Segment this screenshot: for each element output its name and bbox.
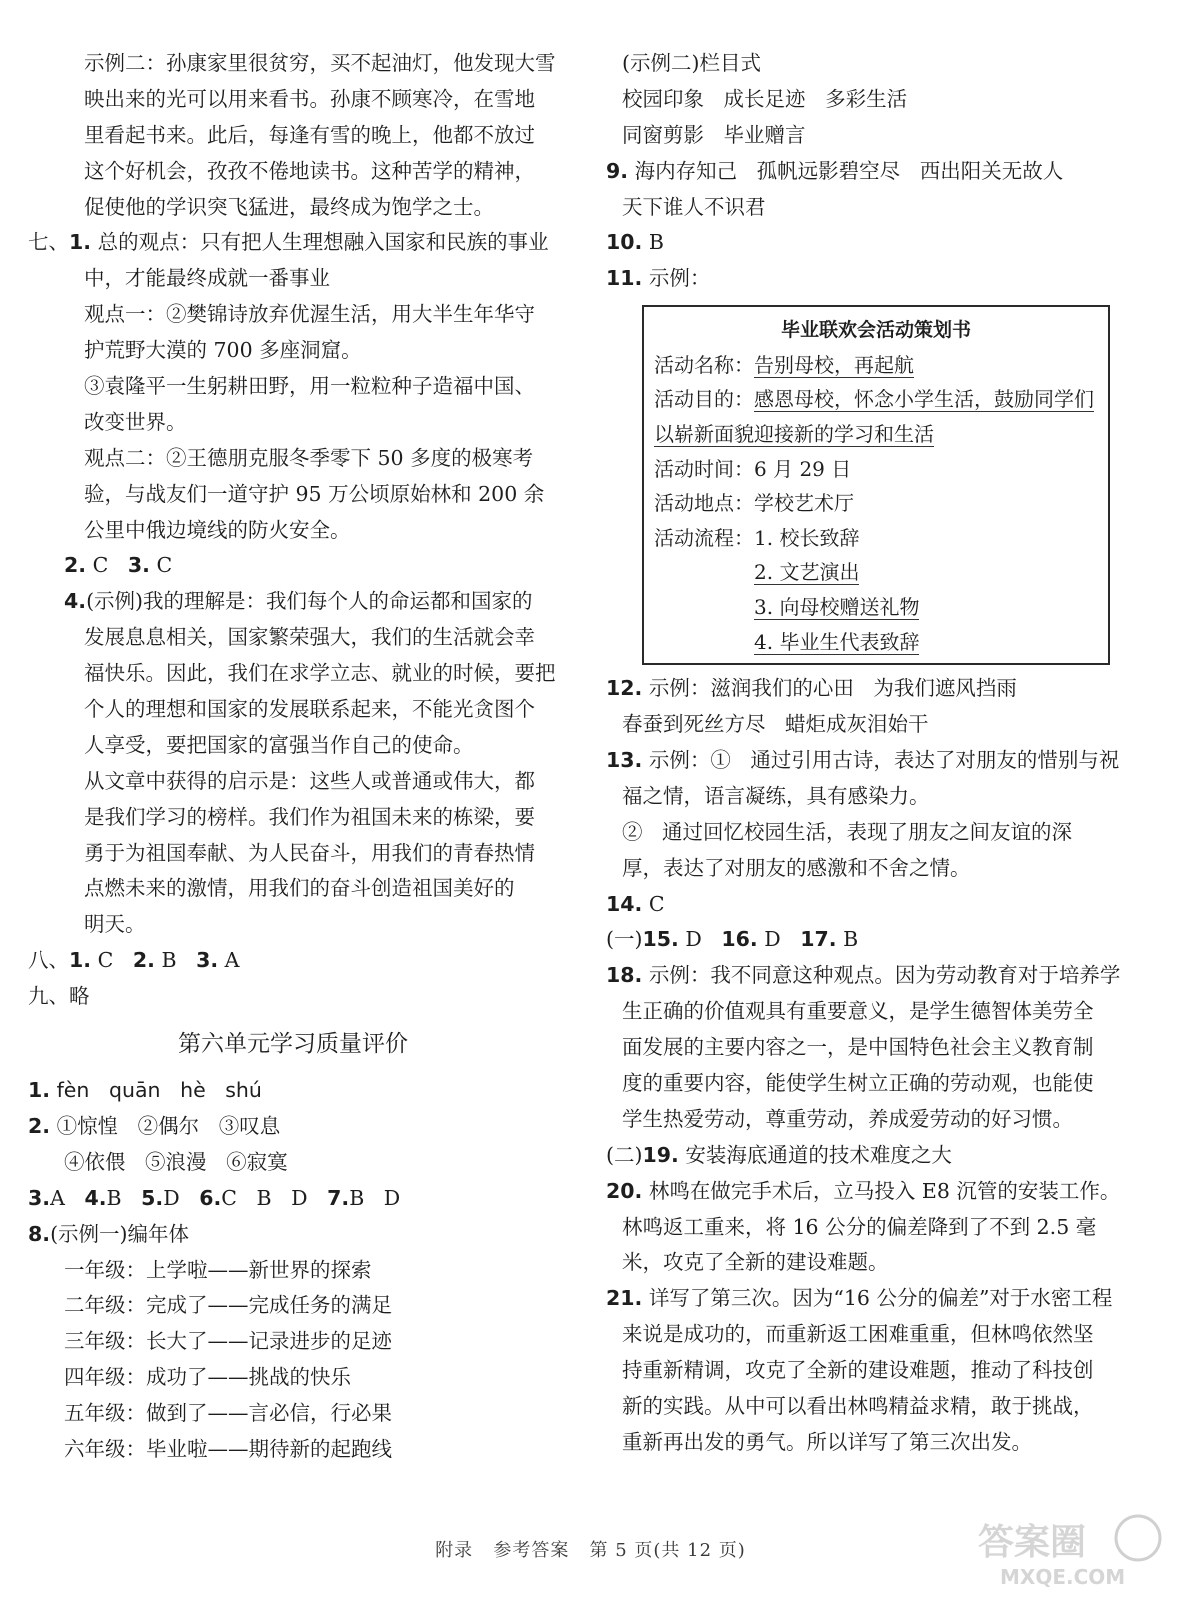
watermark-logo [970,1510,1170,1590]
answer-line: 明天。 [84,912,146,937]
answer-line: 从文章中获得的启示是：这些人或普通或伟大，都 [84,768,535,793]
answer-value: B [106,1185,122,1210]
question-9-poems [600,154,1150,190]
answer-line: 来说是成功的，而重新返工困难重重，但林鸣依然坚 [622,1322,1094,1347]
question-12 [600,671,1150,707]
answer-value: C [648,891,665,916]
plan-flow-row [654,521,1098,556]
answer-line: 点燃未来的激情，用我们的奋斗创造祖国美好的 [84,876,515,901]
answer-value: A [50,1185,65,1210]
answer-value: D [163,1185,180,1210]
watermark-url: MXQE.COM [1000,1565,1126,1589]
question-7-1 [28,225,568,261]
plan-value: 告别母校，再起航 [754,352,914,377]
plan-step: 3. 向母校赠送礼物 [754,594,920,619]
plan-name-row [654,348,1098,383]
answer-text: 海内存知己 孤帆远影碧空尽 西出阳关无故人 [634,158,1064,183]
question-11 [600,261,1150,297]
answer-line: 福之情，语言凝练，具有感染力。 [622,783,930,808]
question-number: 14. [606,891,643,916]
page-footer: 附录 参考答案 第 5 页(共 12 页) [435,1540,746,1561]
answer-line: 林鸣返工重来，将 16 公分的偏差降到了不到 2.5 毫 [622,1214,1097,1239]
answer-line: 公里中俄边境线的防火安全。 [84,517,351,542]
answer-line: 新的实践。从中可以看出林鸣精益求精，敢于挑战， [622,1393,1094,1418]
answer-line: 是我们学习的榜样。我们作为祖国未来的栋梁，要 [84,804,535,829]
question-number: 6. [199,1185,222,1210]
plan-value: 6 月 29 日 [754,456,852,481]
answer-text: 示例：① 通过引用古诗，表达了对朋友的惜别与祝 [648,747,1120,772]
answer-text: 示例：我不同意这种观点。因为劳动教育对于培养学 [648,963,1121,988]
answer-line: 校园印象 成长足迹 多彩生活 [622,86,908,111]
unit-question-8 [28,1217,568,1253]
question-number: 9. [606,158,629,183]
answer-line: 中，才能最终成就一番事业 [84,266,330,291]
question-7-4 [28,584,568,620]
answer-value: B [648,230,664,255]
plan-goal-row-continued [654,417,1098,452]
answer-line: (示例二)栏目式 [622,51,761,75]
answer-line: 五年级：做到了——言必信，行必果 [64,1401,392,1426]
answer-line: 生正确的价值观具有重要意义，是学生德智体美劳全 [622,999,1094,1024]
answer-line: 度的重要内容，能使学生树立正确的劳动观，也能使 [622,1070,1094,1095]
pinyin-answer: fèn quān hè shú [56,1078,262,1103]
question-15-17 [600,922,1150,958]
question-number: 1. [28,1078,51,1103]
answer-line: 里看起书来。此后，每逢有雪的晚上，他都不放过 [84,122,535,147]
question-number: 18. [606,963,643,988]
answer-line: 三年级：长大了——记录进步的足迹 [64,1329,392,1354]
answer-value: A [224,948,240,973]
answer-value: C [156,553,173,578]
answer-text: 安装海底通道的技术难度之大 [685,1142,952,1167]
answer-line: 观点二：②王德朋克服冬季零下 50 多度的极寒考 [84,445,534,470]
question-number: 13. [606,747,643,772]
question-number: 15. [642,927,679,952]
question-13 [600,743,1150,779]
answer-line: 改变世界。 [84,409,187,434]
watermark-icon [970,1510,1170,1590]
plan-step: 2. 文艺演出 [754,560,860,585]
question-number: 12. [606,676,643,701]
answer-text: 总的观点：只有把人生理想融入国家和民族的事业 [97,230,549,255]
unit-question-3-7 [28,1181,568,1217]
question-21 [600,1281,1150,1317]
plan-value: 以崭新面貌迎接新的学习和生活 [654,422,934,447]
answer-line: 天下谁人不识君 [622,194,766,219]
answer-text: 示例： [648,266,711,291]
left-column [28,46,568,1468]
answer-line: 促使他的学识突飞猛进，最终成为饱学之士。 [84,194,494,219]
answer-line: 人享受，要把国家的富强当作自己的使命。 [84,732,474,757]
answer-line: 映出来的光可以用来看书。孙康不顾寒冷，在雪地 [84,86,535,111]
answer-line: 个人的理想和国家的发展联系起来，不能光贪图个 [84,697,535,722]
answer-value: D [685,927,702,952]
question-number: 16. [721,927,758,952]
answer-line: 四年级：成功了——挑战的快乐 [64,1365,351,1390]
question-number: 7. [327,1185,350,1210]
answer-line: 米，攻克了全新的建设难题。 [622,1250,889,1275]
answer-line: 护荒野大漠的 700 多座洞窟。 [84,338,362,363]
plan-label: 活动地点： [654,491,754,516]
question-number: 20. [606,1178,643,1203]
question-18 [600,958,1150,994]
plan-title: 毕业联欢会活动策划书 [780,319,971,342]
plan-label: 活动名称： [654,352,754,377]
answer-line: 验，与战友们一道守护 95 万公顷原始林和 200 余 [84,481,545,506]
question-number: 17. [800,927,837,952]
plan-step-row [654,555,1098,590]
answer-line: ② 通过回忆校园生活，表现了朋友之间友谊的深 [622,819,1073,844]
plan-step-row [654,625,1098,660]
question-number: 1. [69,948,92,973]
question-19 [600,1138,1150,1174]
answer-line: 厚，表达了对朋友的感激和不舍之情。 [622,855,971,880]
section-prefix: 八、 [28,948,69,973]
question-number: 11. [606,266,643,291]
plan-step: 1. 校长致辞 [754,525,860,550]
question-number: 1. [69,230,92,255]
question-9: 九、略 [28,984,90,1009]
question-number: 2. [28,1113,51,1138]
question-14 [600,887,1150,923]
plan-step-row [654,590,1098,625]
question-number: 19. [642,1142,679,1167]
question-number: 21. [606,1286,643,1311]
section-prefix: (二) [606,1142,643,1167]
answer-line: ④依偎 ⑤浪漫 ⑥寂寞 [64,1149,288,1174]
plan-step: 4. 毕业生代表致辞 [754,629,920,654]
watermark-text: 答案圈 [978,1522,1087,1563]
right-column [600,46,1150,1461]
question-number: 5. [141,1185,164,1210]
question-number: 3. [127,553,150,578]
answer-line: 六年级：毕业啦——期待新的起跑线 [64,1436,392,1461]
answer-line: 勇于为祖国奉献、为人民奋斗，用我们的青春热情 [84,840,535,865]
plan-label: 活动时间： [654,456,754,481]
answer-line: 同窗剪影 毕业赠言 [622,122,806,147]
answer-line: 持重新精调，攻克了全新的建设难题，推动了科技创 [622,1358,1094,1383]
answer-text: (示例一)编年体 [50,1221,190,1246]
answer-text: (示例)我的理解是：我们每个人的命运都和国家的 [86,589,533,614]
answer-value: C B D [221,1185,308,1210]
answer-line: 示例二：孙康家里很贫穷，买不起油灯，他发现大雪 [84,51,556,75]
answer-value: C [92,553,109,578]
answer-line: 一年级：上学啦——新世界的探索 [64,1257,372,1282]
question-number: 2. [132,948,155,973]
section-prefix: (一) [606,927,643,952]
answer-line: 发展息息相关，国家繁荣强大，我们的生活就会幸 [84,625,535,650]
answer-value: B D [349,1185,401,1210]
answer-line: 学生热爱劳动，尊重劳动，养成爱劳动的好习惯。 [622,1106,1073,1131]
unit-question-2 [28,1109,568,1145]
answer-line: 二年级：完成了——完成任务的满足 [64,1293,392,1318]
answer-line: 观点一：②樊锦诗放弃优渥生活，用大半生年华守 [84,302,535,327]
plan-label: 活动流程： [654,525,754,550]
question-8 [28,943,568,979]
answer-line: 面发展的主要内容之一，是中国特色社会主义教育制 [622,1035,1094,1060]
plan-value: 感恩母校，怀念小学生活，鼓励同学们 [754,387,1094,412]
activity-plan-box [642,305,1110,665]
plan-value: 学校艺术厅 [754,491,854,516]
answer-value: C [97,948,114,973]
answer-line: 福快乐。因此，我们在求学立志、就业的时候，要把 [84,661,556,686]
plan-label: 活动目的： [654,387,754,412]
answer-text: 林鸣在做完手术后，立马投入 E8 沉管的安装工作。 [648,1178,1121,1203]
unit-question-1 [28,1073,568,1109]
question-20 [600,1174,1150,1210]
question-number: 3. [196,948,219,973]
question-number: 3. [28,1185,51,1210]
question-10 [600,225,1150,261]
answer-text: 示例：滋润我们的心田 为我们遮风挡雨 [648,676,1017,701]
answer-text: 详写了第三次。因为“16 公分的偏差”对于水密工程 [648,1286,1113,1311]
answer-line: 春蚕到死丝方尽 蜡炬成灰泪始干 [622,712,929,737]
section-prefix: 七、 [28,230,69,255]
question-7-2-3 [28,548,568,584]
answer-value: B [843,927,859,952]
plan-goal-row [654,382,1098,417]
question-number: 4. [84,1185,107,1210]
question-number: 8. [28,1221,51,1246]
plan-place-row [654,486,1098,521]
question-number: 4. [64,589,87,614]
question-number: 10. [606,230,643,255]
answer-value: B [161,948,177,973]
answer-line: 重新再出发的勇气。所以详写了第三次出发。 [622,1429,1032,1454]
answer-text: ①惊惶 ②偶尔 ③叹息 [56,1113,281,1138]
question-number: 2. [64,553,87,578]
plan-time-row [654,452,1098,487]
answer-line: 这个好机会，孜孜不倦地读书。这种苦学的精神， [84,158,535,183]
section-title: 第六单元学习质量评价 [178,1031,408,1058]
answer-value: D [764,927,781,952]
answer-line: ③袁隆平一生躬耕田野，用一粒粒种子造福中国、 [84,374,535,399]
